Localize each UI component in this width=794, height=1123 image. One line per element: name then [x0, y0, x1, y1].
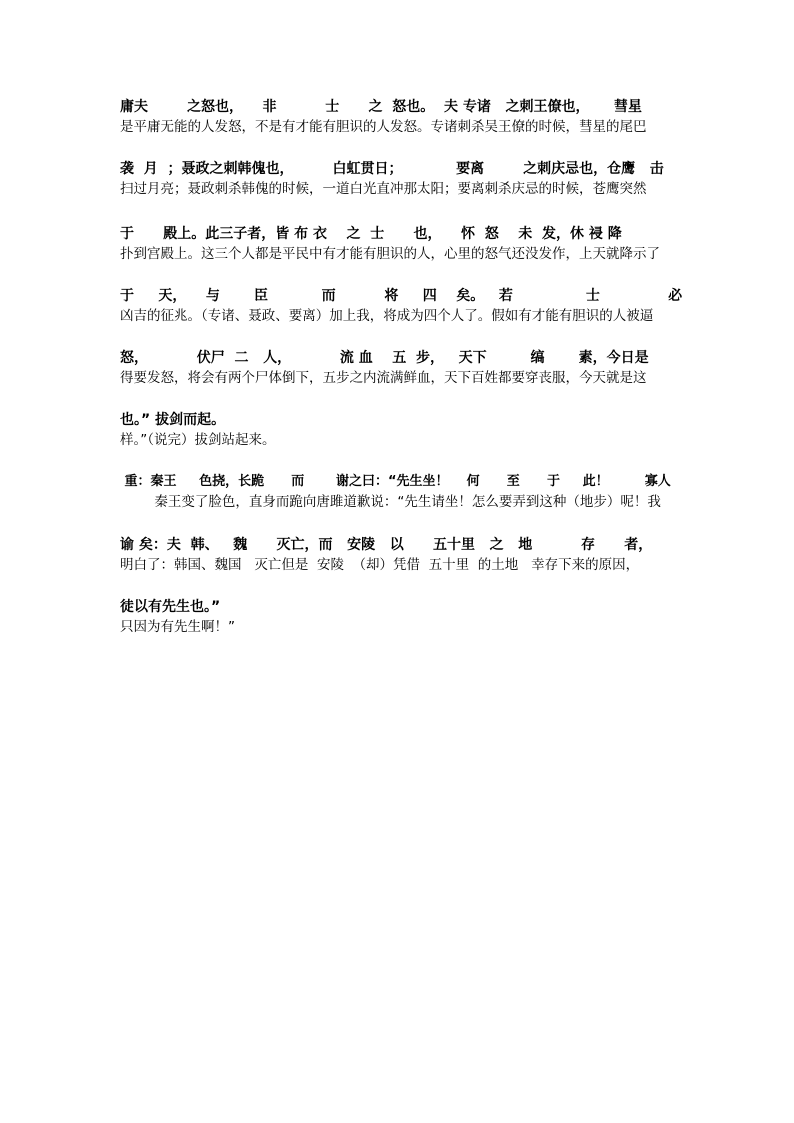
passage-2: [120, 160, 690, 198]
passage-9: [120, 598, 690, 636]
classical-text-line: 怒， 伏尸 二 人， 流 血 五 步， 天下 缟 素，今日是: [120, 350, 649, 366]
translation-text-line: 明白了：韩国、魏国 灭亡但是 安陵 （却）凭借 五十里 的土地 幸存下来的原因，: [120, 557, 640, 573]
translation-text-line: 得要发怒，将会有两个尸体倒下，五步之内流满鲜血，天下百姓都要穿丧服，今天就是这: [120, 370, 647, 386]
classical-text-line: 重：秦王 色挠，长跪 而 谢之曰：“先生坐！ 何 至 于 此！ 寡人: [120, 474, 671, 489]
passage-3: [120, 225, 690, 263]
translation-text-line: 秦王变了脸色，直身而跪向唐雎道歉说：“先生请坐！怎么要弄到这种（地步）呢！我: [120, 494, 661, 510]
passage-4: [120, 287, 690, 325]
passage-5: [120, 349, 690, 387]
translation-text-line: 是平庸无能的人发怒，不是有才能有胆识的人发怒。专诸刺杀吴王僚的时候，彗星的尾巴: [120, 119, 647, 135]
translation-text-line: 扫过月亮；聂政刺杀韩傀的时候，一道白光直冲那太阳；要离刺杀庆忌的时候，苍鹰突然: [120, 181, 647, 197]
classical-text-line: 于 殿上。此三子者，皆 布 衣 之 士 也， 怀 怒 未 发，休 祲 降: [120, 226, 622, 242]
classical-text-line: 袭 月 ；聂政之刺韩傀也， 白虹贯日； 要离 之刺庆忌也，仓鹰 击: [120, 161, 664, 177]
passage-1: [120, 98, 690, 136]
translation-text-line: 凶吉的征兆。（专诸、聂政、要离）加上我，将成为四个人了。假如有才能有胆识的人被逼: [120, 308, 654, 324]
passage-7: [120, 473, 690, 511]
passage-6: [120, 411, 690, 449]
classical-text-line: 谕 矣：夫 韩、 魏 灭亡，而 安陵 以 五十里 之 地 存 者，: [120, 537, 653, 553]
translation-text-line: 样。”（说完）拔剑站起来。: [120, 432, 276, 448]
classical-text-line: 徒以有先生也。”: [120, 599, 221, 615]
classical-text-line: 也。” 拔剑而起。: [120, 412, 226, 428]
classical-text-line: 于 天， 与 臣 而 将 四 矣。 若 士 必: [120, 288, 683, 304]
translation-text-line: 只因为有先生啊！”: [120, 619, 235, 635]
passage-8: [120, 536, 690, 574]
translation-text-line: 扑到宫殿上。这三个人都是平民中有才能有胆识的人，心里的怒气还没发作，上天就降示了: [120, 246, 660, 262]
classical-text-line: 庸夫 之怒也， 非 士 之 怒也。 夫 专诸 之刺王僚也， 彗星: [120, 99, 642, 115]
